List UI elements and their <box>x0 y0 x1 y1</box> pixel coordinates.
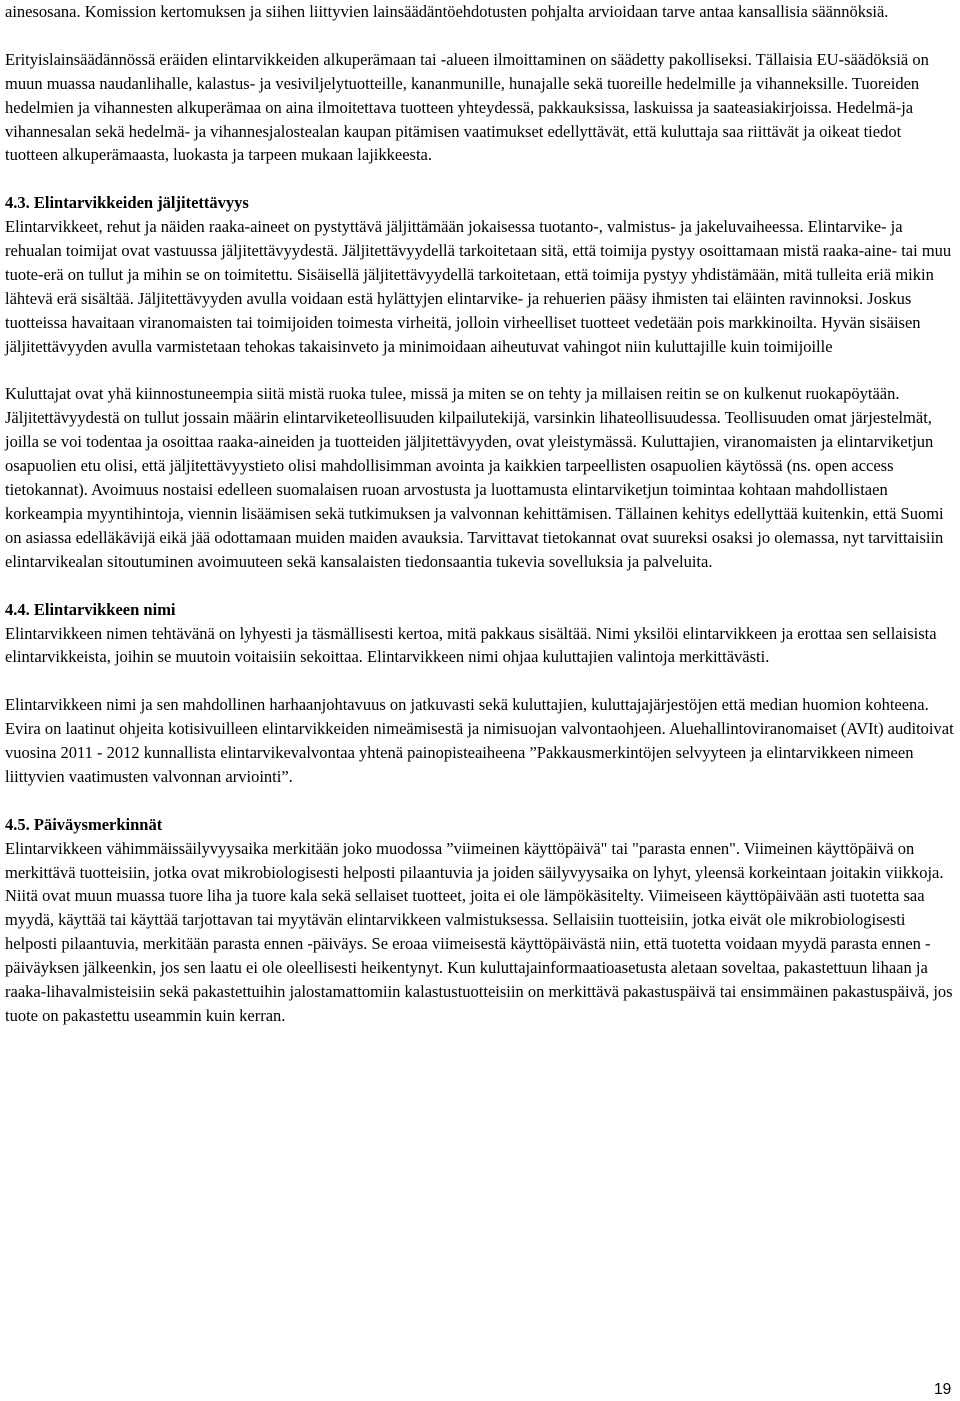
paragraph-ingredients-origin: ainesosana. Komission kertomuksen ja siihen liittyvien lainsäädäntöehdotusten pohjalta arvioidaan tarve antaa kansallisia säännöksiä. <box>5 2 889 21</box>
paragraph-traceability: Elintarvikkeet, rehut ja näiden raaka-aineet on pystyttävä jäljittämään jokaisessa tuotanto-, valmistus- ja jakeluvaiheessa. Elintarvike- ja rehualan toimijat ovat vastuussa jäljitettävyydestä. Jäljitettävyydellä tarkoitetaan sitä, että toimija pystyy osoittamaan mistä raaka-aine- tai muu tuote-erä on tullut ja mihin se on toimitettu. Sisäisellä jäljitettävyydellä tarkoitetaan, että toimija pystyy yhdistämään, mitä tulleita eriä mikin lähtevä erä sisältää. Jäljitettävyyden avulla voidaan estä hylättyjen elintarvike- ja rehuerien pääsy ihmisten tai eläinten ravinnoksi. Joskus tuotteissa havaitaan viranomaisten tai toimijoiden toimesta virheitä, jolloin virheelliset tuotteet vedetään pois markkinoilta. Hyvän sisäisen jäljitettävyyden avulla varmistetaan tehokas takaisinveto ja minimoidaan aiheutuvat vahingot niin kuluttajille kuin toimijoille <box>5 217 952 356</box>
page-number: 19 <box>934 1381 952 1398</box>
spacer <box>5 24 957 48</box>
paragraph-food-name-purpose: Elintarvikkeen nimen tehtävänä on lyhyesti ja täsmällisesti kertoa, mitä pakkaus sisältää. Nimi yksilöi elintarvikkeen ja erottaa sen sellaisista elintarvikkeista, joihin se muutoin voitaisiin sekoittaa. Elintarvikkeen nimi ohjaa kuluttajien valintoja merkittävästi. <box>5 623 937 667</box>
document-page <box>5 0 957 1028</box>
paragraph-origin-labelling: Erityislainsäädännössä eräiden elintarvikkeiden alkuperämaan tai -alueen ilmoittaminen on säädetty pakolliseksi. Tällaisia EU-säädöksiä on muun muassa naudanlihalle, kalastus- ja vesiviljelytuotteille, kananmunille, hunajalle sekä tuoreille hedelmille ja vihanneksille. Tuoreiden hedelmien ja vihannesten alkuperämaa on aina ilmoitettava tuotteen yhteydessä, pakkauksissa, laskuissa ja saateasiakirjoissa. Hedelmä-ja vihannesalan sekä hedelmä- ja vihannesjalostealan kaupan pitämisen vaatimukset edellyttävät, että kuluttaja saa riittävät ja oikeat tiedot tuotteen alkuperämaasta, luokasta ja tarpeen mukaan lajikkeesta. <box>5 49 929 165</box>
paragraph-consumer-interest: Kuluttajat ovat yhä kiinnostuneempia siitä mistä ruoka tulee, missä ja miten se on tehty ja millaisen reitin se on kulkenut ruokapöytään. Jäljitettävyydestä on tullut jossain määrin elintarviketeollisuuden kilpailutekijä, varsinkin lihateollisuudessa. Teollisuuden omat järjestelmät, joilla se voi todentaa ja osoittaa raaka-aineiden ja tuotteiden jäljitettävyyden, ovat yleistymässä. Kuluttajien, viranomaisten ja elintarviketjun osapuolien etu olisi, että jäljitettävyystieto olisi mahdollisimman avointa ja kaikkien tarpeellisten osapuolien käytössä (ns. open access tietokannat). Avoimuus nostaisi edelleen suomalaisen ruoan arvostusta ja luottamusta elintarviketjun toimintaa kohtaan mahdollistaen korkeampia myyntihintoja, viennin lisäämisen sekä tutkimuksen ja valvonnan kehittämisen. Tällainen kehitys edellyttää kuitenkin, että Suomi on asiassa edelläkävijä eikä jää odottamaan muiden maiden avauksia. Tarvittavat tietokannat ovat suureksi osaksi jo olemassa, nyt tarvittaisiin elintarvikealan sitoutuminen avoimuuteen sekä kansalaisten tiedonsaantia tukevia sovelluksia ja palveluita. <box>5 384 944 571</box>
spacer <box>5 167 957 191</box>
spacer <box>5 574 957 598</box>
spacer <box>5 359 957 383</box>
spacer <box>5 789 957 813</box>
paragraph-food-name-misleading: Elintarvikkeen nimi ja sen mahdollinen harhaanjohtavuus on jatkuvasti sekä kuluttajien, kuluttajajärjestöjen että median huomion kohteena. Evira on laatinut ohjeita kotisivuilleen elintarvikkeiden nimeämisestä ja nimisuojan valvontaohjeen. Aluehallintoviranomaiset (AVIt) auditoivat vuosina 2011 - 2012 kunnallista elintarvikevalvontaa yhtenä painopisteaiheena ”Pakkausmerkintöjen selvyyteen ja elintarvikkeen nimeen liittyvien vaatimusten valvonnan arviointi”. <box>5 695 954 786</box>
section-heading-date-marking: 4.5. Päiväysmerkinnät <box>5 814 163 834</box>
section-heading-traceability: 4.3. Elintarvikkeiden jäljitettävyys <box>5 193 249 213</box>
paragraph-date-marking: Elintarvikkeen vähimmäissäilyvyysaika merkitään joko muodossa ”viimeinen käyttöpäivä" tai "parasta ennen". Viimeinen käyttöpäivä on merkittävä tuotteisiin, jotka ovat mikrobiologisesti helposti pilaantuvia ja joiden säilyvyysaika on lyhyt, yleensä korkeintaan joitakin viikkoja. Niitä ovat muun muassa tuore liha ja tuore kala sekä sellaiset tuotteet, joita ei ole lämpökäsitelty. Viimeiseen käyttöpäivään asti tuotetta saa myydä, käyttää tai käyttää tarjottavan tai myytävän elintarvikkeen valmistuksessa. Sellaisiin tuotteisiin, jotka eivät ole mikrobiologisesti helposti pilaantuvia, merkitään parasta ennen -päiväys. Se eroaa viimeisestä käyttöpäivästä niin, että tuotetta voidaan myydä parasta ennen -päiväyksen jälkeenkin, jos sen laatu ei ole oleellisesti heikentynyt. Kun kuluttajainformaatioasetusta aletaan soveltaa, pakastettuun lihaan ja raaka-lihavalmisteisiin sekä pakastettuihin jalostamattomiin kalastustuotteisiin on merkittävä pakastuspäivä tai ensimmäinen pakastuspäivä, jos tuote on pakastettu useammin kuin kerran. <box>5 838 953 1025</box>
section-heading-food-name: 4.4. Elintarvikkeen nimi <box>5 599 176 619</box>
spacer <box>5 669 957 693</box>
